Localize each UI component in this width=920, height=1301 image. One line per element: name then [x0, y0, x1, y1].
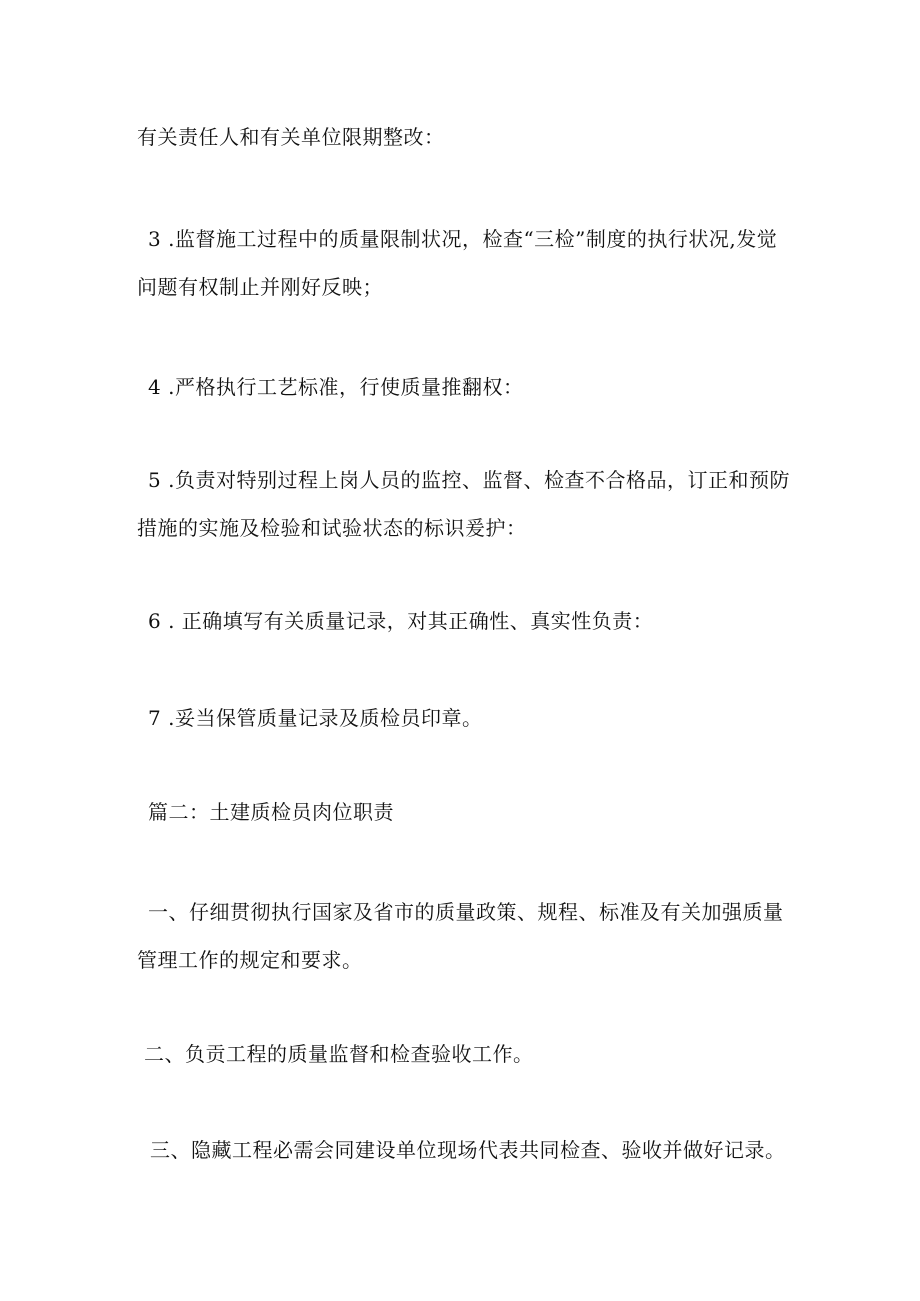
- duty-item-2: 二、负贡工程的质量监督和检查验收工作。: [144, 1042, 534, 1066]
- list-item-5-line-2: 措施的实施及检验和试验状态的标识爰护：: [137, 516, 527, 540]
- list-item-6: 6 . 正确填写有关质量记录，对其正确性、真实性负责：: [148, 609, 654, 633]
- paragraph-line: 有关责任人和有关单位限期整改：: [137, 125, 445, 149]
- list-item-4: 4 .严格执行工艺标准，行使质量推翻权：: [148, 375, 524, 399]
- list-item-5-line-1: 5 .负责对特别过程上岗人员的监控、监督、检查不合格品，订正和预防: [148, 468, 790, 492]
- section-heading: 篇二：土建质检员肉位职责: [148, 800, 394, 824]
- duty-item-3: 三、隐藏工程必需会同建设单位现场代表共同检查、验收并做好记录。: [150, 1138, 786, 1162]
- duty-item-1-line-2: 管理工作的规定和要求。: [137, 948, 363, 972]
- list-item-3-line-1: 3 .监督施工过程中的质量限制状况，检查“三检”制度的执行状况,发觉: [148, 227, 778, 251]
- duty-item-1-line-1: 一、仔细贯彻执行国家及省市的质量政策、规程、标准及有关加强质量: [148, 900, 784, 924]
- list-item-7: 7 .妥当保管质量记录及质检员印章。: [148, 706, 483, 730]
- list-item-3-line-2: 问题有权制止并刚好反映；: [137, 275, 383, 299]
